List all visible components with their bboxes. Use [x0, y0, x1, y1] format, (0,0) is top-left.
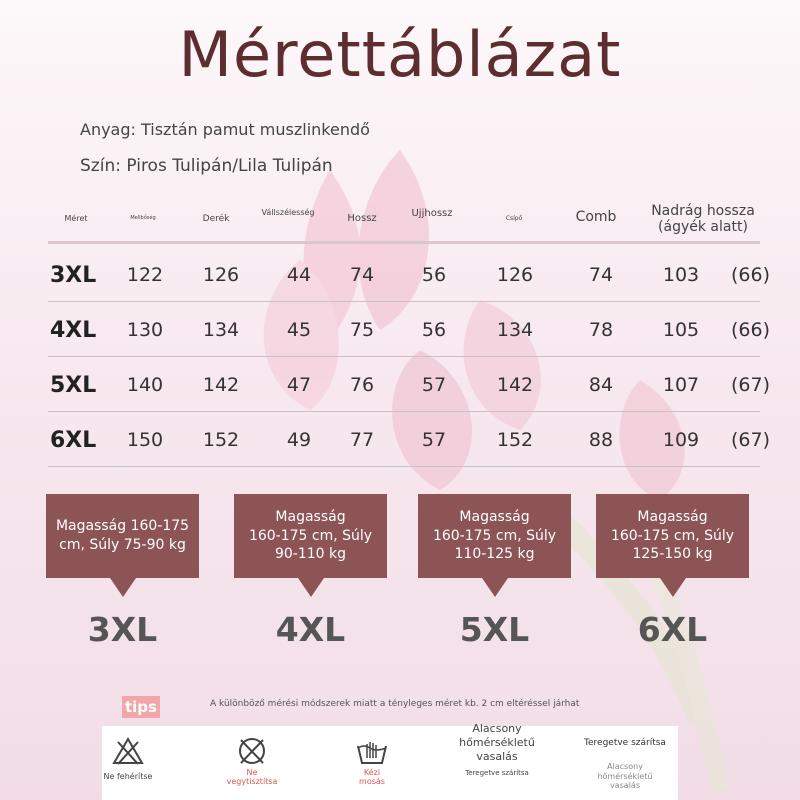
- care-label: Ne vegytisztítsa: [226, 768, 278, 786]
- table-cell: 105: [662, 319, 700, 341]
- table-cell: 122: [126, 264, 164, 286]
- table-cell: 84: [588, 374, 614, 396]
- table-cell: 44: [286, 264, 312, 286]
- table-cell: 74: [349, 264, 375, 286]
- care-line-dry: [572, 726, 678, 800]
- recommendation-text: Magasság 160-175 cm, Súly 125-150 kg: [610, 508, 735, 563]
- table-cell: 56: [421, 319, 447, 341]
- recommended-size-label: 4XL: [275, 610, 346, 649]
- care-no-bleach: [102, 726, 154, 800]
- care-hand-wash: [342, 726, 402, 800]
- table-cell: 49: [286, 429, 312, 451]
- size-recommendation-box: [234, 494, 387, 578]
- size-label: 4XL: [50, 317, 97, 343]
- table-cell: 74: [588, 264, 614, 286]
- row-divider: [48, 411, 760, 412]
- table-cell: (67): [730, 429, 770, 451]
- pointer-arrow: [482, 578, 508, 597]
- care-low-iron: [442, 722, 552, 800]
- size-label: 6XL: [50, 427, 97, 453]
- table-cell: 140: [126, 374, 164, 396]
- care-label: Alacsony hőmérsékletű vasalás: [459, 722, 535, 763]
- table-cell: 142: [496, 374, 534, 396]
- header-waist: Derék: [202, 213, 230, 224]
- no-dryclean-icon: [235, 736, 269, 766]
- table-cell: 76: [349, 374, 375, 396]
- size-label: 5XL: [50, 372, 97, 398]
- pointer-arrow: [660, 578, 686, 597]
- pointer-arrow: [298, 578, 324, 597]
- table-cell: 45: [286, 319, 312, 341]
- table-cell: 78: [588, 319, 614, 341]
- size-recommendation-box: [46, 494, 199, 578]
- row-divider: [48, 466, 760, 467]
- recommendation-text: Magasság 160-175 cm, Súly 110-125 kg: [432, 508, 557, 563]
- recommended-size-label: 3XL: [87, 610, 158, 649]
- table-row: [48, 303, 770, 357]
- header-shoulder: Vállszélesség: [261, 208, 315, 217]
- table-row: [48, 248, 770, 302]
- size-label: 3XL: [50, 262, 97, 288]
- care-sublabel: Teregetve szárítsa: [465, 769, 529, 778]
- table-cell: 126: [202, 264, 240, 286]
- header-size: Méret: [64, 214, 88, 224]
- table-cell: 88: [588, 429, 614, 451]
- care-label: Teregetve szárítsa: [584, 738, 666, 748]
- header-chest: Mellbőség: [130, 215, 156, 222]
- table-cell: 134: [202, 319, 240, 341]
- table-cell: 56: [421, 264, 447, 286]
- table-cell: 107: [662, 374, 700, 396]
- care-label: Kézi mosás: [359, 768, 385, 786]
- care-sublabel: Alacsony hőmérsékletű vasalás: [597, 762, 653, 791]
- table-cell: 57: [421, 429, 447, 451]
- recommended-size-label: 6XL: [637, 610, 708, 649]
- size-recommendation-box: [418, 494, 571, 578]
- pointer-arrow: [110, 578, 136, 597]
- table-cell: 150: [126, 429, 164, 451]
- hand-wash-icon: [355, 736, 389, 766]
- material-text: Anyag: Tisztán pamut muszlinkendő: [80, 120, 370, 139]
- row-divider: [48, 356, 760, 357]
- table-cell: 109: [662, 429, 700, 451]
- no-bleach-icon: [111, 736, 145, 766]
- measurement-note: A különböző mérési módszerek miatt a tényleges méret kb. 2 cm eltéréssel járhat: [210, 699, 580, 709]
- page-title: Mérettáblázat: [178, 18, 622, 91]
- header-sleeve: Ujjhossz: [411, 208, 453, 219]
- table-cell: 130: [126, 319, 164, 341]
- table-cell: 47: [286, 374, 312, 396]
- table-cell: 77: [349, 429, 375, 451]
- table-cell: 126: [496, 264, 534, 286]
- care-instructions: [102, 722, 678, 800]
- header-length: Hossz: [347, 213, 377, 225]
- header-pants-length: Nadrág hossza (ágyék alatt): [651, 202, 755, 235]
- header-hip: Csípő: [505, 214, 523, 222]
- size-recommendation-box: [596, 494, 749, 578]
- tips-badge: tips: [122, 696, 160, 718]
- table-row: [48, 413, 770, 467]
- care-no-dryclean: [222, 726, 282, 800]
- table-cell: 152: [496, 429, 534, 451]
- table-row: [48, 358, 770, 412]
- header-divider: [48, 241, 760, 244]
- recommendation-text: Magasság 160-175 cm, Súly 90-110 kg: [248, 508, 373, 563]
- table-header: [48, 198, 760, 244]
- row-divider: [48, 301, 760, 302]
- header-thigh: Comb: [575, 209, 617, 225]
- table-cell: 75: [349, 319, 375, 341]
- table-cell: 152: [202, 429, 240, 451]
- table-cell: (66): [730, 264, 770, 286]
- table-cell: 142: [202, 374, 240, 396]
- table-cell: (67): [730, 374, 770, 396]
- table-cell: 103: [662, 264, 700, 286]
- color-text: Szín: Piros Tulipán/Lila Tulipán: [80, 156, 333, 176]
- table-cell: 57: [421, 374, 447, 396]
- recommendation-text: Magasság 160-175 cm, Súly 75-90 kg: [55, 518, 190, 553]
- table-cell: (66): [730, 319, 770, 341]
- care-label: Ne fehérítse: [103, 772, 153, 781]
- recommended-size-label: 5XL: [459, 610, 530, 649]
- table-cell: 134: [496, 319, 534, 341]
